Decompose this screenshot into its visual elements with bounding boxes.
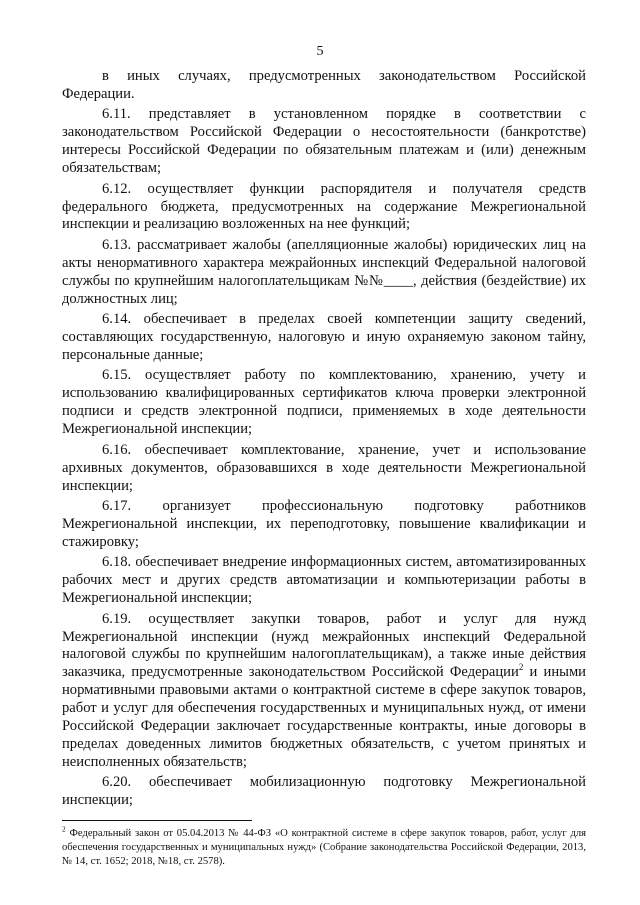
paragraph-continuation: в иных случаях, предусмотренных законодательством Российской Федерации. (62, 68, 586, 102)
paragraph-6-13: 6.13. рассматривает жалобы (апелляционные жалобы) юридических лиц на акты ненормативного характера межрайонных инспекций Федеральной налоговой службы по крупнейшим налогоплательщикам №№____, действия (бездействие) их должностных лиц; (62, 236, 586, 307)
paragraph-6-18: 6.18. обеспечивает внедрение информационных систем, автоматизированных рабочих мест и других средств автоматизации и компьютеризации работы в Межрегиональной инспекции; (62, 554, 586, 607)
footnote-mark: 2 (62, 824, 66, 834)
paragraph-6-12: 6.12. осуществляет функции распорядителя и получателя средств федерального бюджета, предусмотренных на содержание Межрегиональной инспекции и реализацию возложенных на нее функций; (62, 180, 586, 233)
footnote-text: Федеральный закон от 05.04.2013 № 44-ФЗ «О контрактной системе в сфере закупок товаров, работ, услуг для обеспечения государственных и муниципальных нужд» (Собрание законодательства Российской Федерации, 2013, № 14, ст. 1652; 2018, №18, ст. 2578). (62, 828, 586, 867)
paragraph-6-14: 6.14. обеспечивает в пределах своей компетенции защиту сведений, составляющих государственную, налоговую и иную охраняемую законом тайну, персональные данные; (62, 311, 586, 363)
paragraph-6-19-text-end: и иными нормативными правовыми актами о контрактной системе в сфере закупок товаров, работ и услуг для обеспечения государственных и муниципальных нужд, от имени Российской Федерации заключает государственные контракты, иные договоры в пределах доведенных лимитов бюджетных обязательств, с учетом принятых и неисполненных обязательств; (62, 664, 586, 770)
footnote (62, 824, 586, 869)
paragraph-6-19-text-start: 6.19. осуществляет закупки товаров, работ и услуг для нужд Межрегиональной инспекции (нужд межрайонных инспекций Федеральной налоговой службы по крупнейшим налогоплательщикам), а также иные действия заказчика, предусмотренные законодательством Российской Федерации (62, 610, 586, 681)
page-number: 5 (316, 44, 324, 59)
paragraph-6-16: 6.16. обеспечивает комплектование, хранение, учет и использование архивных документов, образовавшихся в ходе деятельности Межрегиональной инспекции; (62, 441, 586, 494)
document-body (62, 68, 586, 813)
paragraph-6-17: 6.17. организует профессиональную подготовку работников Межрегиональной инспекции, их переподготовку, повышение квалификации и стажировку; (62, 498, 586, 550)
paragraph-6-15: 6.15. осуществляет работу по комплектованию, хранению, учету и использованию квалифицированных сертификатов ключа проверки электронной подписи и средств электронной подписи, применяемых в ходе деятельности Межрегиональной инспекции; (62, 367, 586, 438)
footnote-reference[interactable]: 2 (518, 662, 524, 673)
paragraph-6-19 (62, 611, 586, 772)
paragraph-6-20: 6.20. обеспечивает мобилизационную подготовку Межрегиональной инспекции; (62, 774, 586, 809)
paragraph-6-11: 6.11. представляет в установленном порядке в соответствии с законодательством Российской Федерации о несостоятельности (банкротстве) интересы Российской Федерации по обязательным платежам и (или) денежным обязательствам; (62, 106, 586, 177)
footnote-divider (62, 820, 252, 821)
